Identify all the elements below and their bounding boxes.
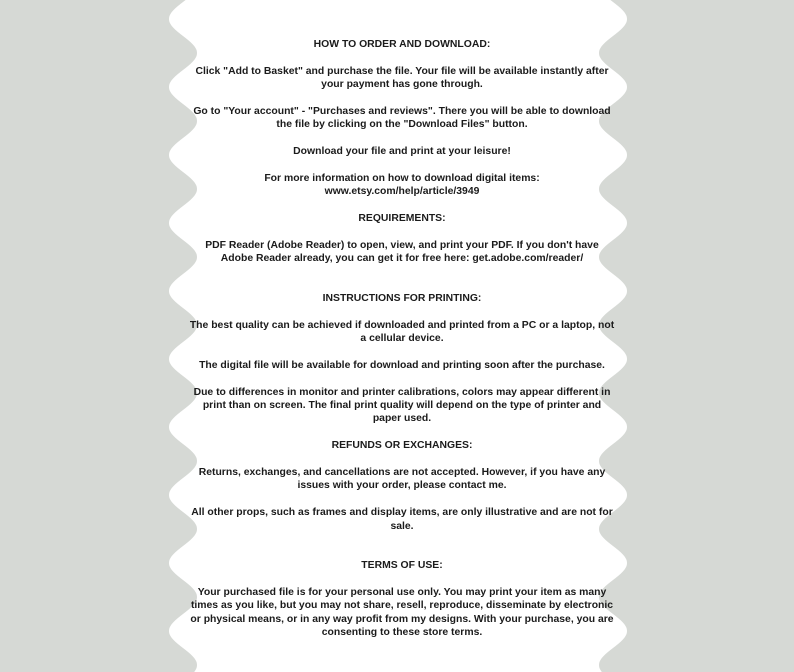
- terms-paragraph-1: Your purchased file is for your personal use only. You may print your item as many times as you like, but you may not share, resell, reproduce, disseminate by electronic or physical means, or in any way profit from my designs. With your purchase, you are consenting to these store terms.: [190, 586, 614, 639]
- order-paragraph-3: Download your file and print at your leisure!: [293, 146, 511, 158]
- order-paragraph-2: Go to "Your account" - "Purchases and reviews". There you will be able to download the file by clicking on the "Download Files" button.: [193, 106, 611, 131]
- refunds-paragraph-1: Returns, exchanges, and cancellations are not accepted. However, if you have any issues with your order, please contact me.: [198, 467, 606, 492]
- requirements-paragraph-1: PDF Reader (Adobe Reader) to open, view, and print your PDF. If you don't have Adobe Reader already, you can get it for free here: get.adobe.com/reader/: [205, 240, 599, 265]
- refunds-paragraph-2: All other props, such as frames and display items, are only illustrative and are not for sale.: [191, 507, 613, 532]
- order-paragraph-1: Click "Add to Basket" and purchase the file. Your file will be available instantly after your payment has gone through.: [195, 65, 609, 91]
- order-heading: HOW TO ORDER AND DOWNLOAD:: [313, 39, 491, 50]
- printing-paragraph-1: The best quality can be achieved if downloaded and printed from a PC or a laptop, not a cellular device.: [189, 319, 615, 345]
- printing-paragraph-3: Due to differences in monitor and printer calibrations, colors may appear different in print than on screen. The final print quality will depend on the type of printer and paper used.: [193, 386, 611, 425]
- refunds-heading: REFUNDS OR EXCHANGES:: [331, 440, 473, 452]
- printing-heading: INSTRUCTIONS FOR PRINTING:: [322, 292, 482, 304]
- document-body: [188, 38, 616, 639]
- printing-paragraph-2: The digital file will be available for download and printing soon after the purchase.: [199, 359, 605, 371]
- order-help-link[interactable]: www.etsy.com/help/article/3949: [324, 186, 480, 198]
- order-more-info: For more information on how to download digital items:: [264, 173, 540, 184]
- requirements-heading: REQUIREMENTS:: [358, 213, 446, 225]
- terms-heading: TERMS OF USE:: [361, 560, 443, 572]
